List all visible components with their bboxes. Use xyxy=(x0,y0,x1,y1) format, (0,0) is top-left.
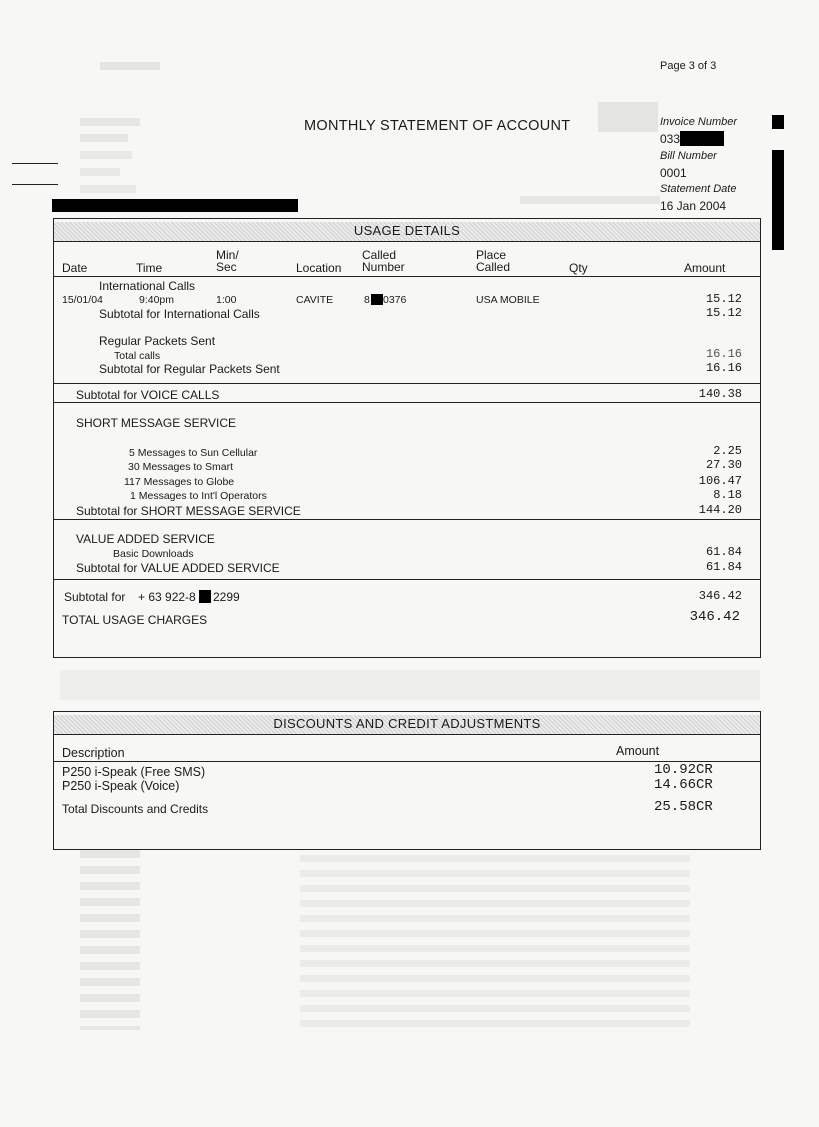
margin-tick xyxy=(12,163,58,164)
margin-tick xyxy=(12,184,58,185)
call-place: USA MOBILE xyxy=(476,294,540,306)
intl-subtotal-label: Subtotal for International Calls xyxy=(99,307,260,321)
discount-item-amount: 10.92CR xyxy=(654,762,713,778)
voice-subtotal-label: Subtotal for VOICE CALLS xyxy=(76,388,220,402)
section-rule xyxy=(54,402,760,403)
col-qty: Qty xyxy=(569,261,588,275)
section-rule xyxy=(54,579,760,580)
call-time: 9:40pm xyxy=(139,294,175,306)
statement-date-value: 16 Jan 2004 xyxy=(660,199,727,213)
statement-title: MONTHLY STATEMENT OF ACCOUNT xyxy=(304,118,571,134)
vas-heading: VALUE ADDED SERVICE xyxy=(76,532,215,546)
sms-item-amount: 27.30 xyxy=(705,458,742,472)
redaction-bar xyxy=(371,294,383,305)
call-location: CAVITE xyxy=(296,294,334,306)
vas-subtotal-amount: 61.84 xyxy=(705,560,742,574)
number-subtotal-suffix: 2299 xyxy=(213,590,240,604)
redaction-bar xyxy=(52,199,298,212)
col-location: Location xyxy=(296,261,342,275)
called-number-suffix: 0376 xyxy=(383,294,407,306)
sms-subtotal-label: Subtotal for SHORT MESSAGE SERVICE xyxy=(76,504,301,518)
discount-total-label: Total Discounts and Credits xyxy=(62,802,209,816)
packets-row-amount: 16.16 xyxy=(705,347,742,361)
sms-subtotal-amount: 144.20 xyxy=(698,503,742,517)
number-subtotal-label: Subtotal for xyxy=(64,590,126,604)
voice-subtotal-amount: 140.38 xyxy=(698,387,742,401)
total-usage-label: TOTAL USAGE CHARGES xyxy=(62,613,208,627)
sms-item-label: 1 Messages to Int'l Operators xyxy=(130,490,267,502)
column-header-rule xyxy=(54,276,760,277)
discount-item-label: P250 i-Speak (Free SMS) xyxy=(62,765,206,779)
discount-total-amount: 25.58CR xyxy=(654,799,713,815)
packets-subtotal-label: Subtotal for Regular Packets Sent xyxy=(99,362,280,376)
called-number-prefix: 8 xyxy=(364,294,370,306)
number-subtotal-amount: 346.42 xyxy=(698,589,742,603)
sms-item-label: 117 Messages to Globe xyxy=(124,476,235,488)
col-called-2: Number xyxy=(362,260,405,274)
call-date: 15/01/04 xyxy=(62,294,103,306)
redaction-bar xyxy=(199,590,211,603)
col-date: Date xyxy=(62,261,88,275)
usage-details-header: USAGE DETAILS xyxy=(54,222,760,242)
col-place-1: Place xyxy=(476,248,507,262)
discount-desc-header: Description xyxy=(62,746,125,760)
sms-item-amount: 106.47 xyxy=(698,474,742,488)
intl-calls-heading: International Calls xyxy=(99,279,196,293)
col-minsec-2: Sec xyxy=(216,260,237,274)
statement-date-label: Statement Date xyxy=(660,183,737,195)
page-number: Page 3 of 3 xyxy=(660,60,717,72)
packets-heading: Regular Packets Sent xyxy=(99,334,216,348)
sms-item-label: 30 Messages to Smart xyxy=(128,461,234,473)
col-minsec-1: Min/ xyxy=(216,248,239,262)
number-subtotal-prefix: + 63 922-8 xyxy=(138,590,196,604)
sms-item-amount: 8.18 xyxy=(713,488,742,502)
section-rule xyxy=(54,519,760,520)
call-duration: 1:00 xyxy=(216,294,237,306)
invoice-number-value: 033 xyxy=(660,132,681,146)
col-time: Time xyxy=(136,261,163,275)
packets-subtotal-amount: 16.16 xyxy=(705,361,742,375)
total-usage-amount: 346.42 xyxy=(689,609,740,625)
sms-item-amount: 2.25 xyxy=(713,444,742,458)
call-amount: 15.12 xyxy=(705,292,742,306)
redaction-bar xyxy=(680,131,724,146)
invoice-number-label: Invoice Number xyxy=(660,116,738,128)
edge-mark xyxy=(772,115,784,129)
discount-item-label: P250 i-Speak (Voice) xyxy=(62,779,180,793)
discount-amount-header: Amount xyxy=(616,744,660,758)
bill-number-value: 0001 xyxy=(660,166,687,180)
sms-heading: SHORT MESSAGE SERVICE xyxy=(76,416,237,430)
intl-subtotal-amount: 15.12 xyxy=(705,306,742,320)
packets-row-label: Total calls xyxy=(114,350,161,362)
sms-item-label: 5 Messages to Sun Cellular xyxy=(129,447,258,459)
vas-item-amount: 61.84 xyxy=(705,545,742,559)
section-rule xyxy=(54,383,760,384)
vas-item-label: Basic Downloads xyxy=(113,548,194,560)
col-place-2: Called xyxy=(476,260,511,274)
col-called-1: Called xyxy=(362,248,397,262)
bill-number-label: Bill Number xyxy=(660,150,717,162)
vas-subtotal-label: Subtotal for VALUE ADDED SERVICE xyxy=(76,561,280,575)
discount-item-amount: 14.66CR xyxy=(654,777,713,793)
edge-mark xyxy=(772,150,784,250)
col-amount: Amount xyxy=(684,261,726,275)
discounts-header: DISCOUNTS AND CREDIT ADJUSTMENTS xyxy=(54,715,760,735)
